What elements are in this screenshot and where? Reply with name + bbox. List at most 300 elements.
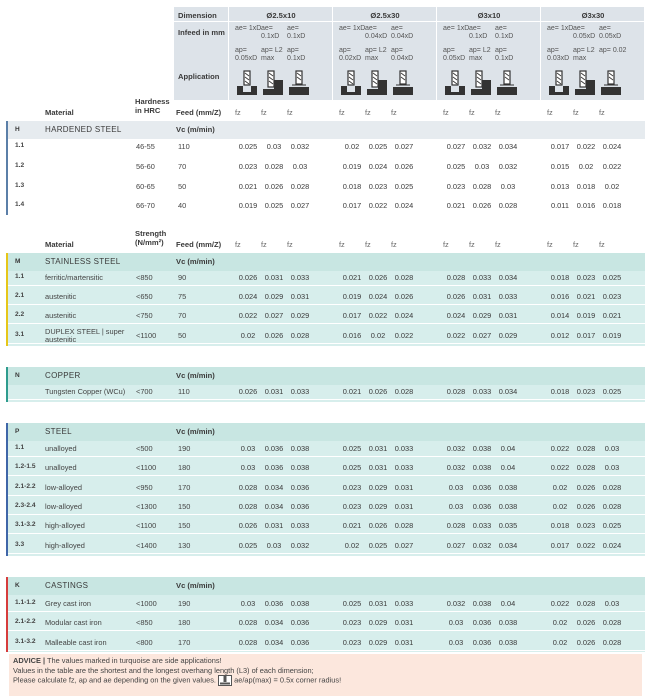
row-separator (8, 399, 645, 400)
fz-value: 0.022 (550, 463, 570, 472)
row-vc: 75 (178, 292, 187, 301)
infeed-ap-1: ap= L2 max (261, 47, 283, 63)
infeed-ap-10: ap= L2 max (573, 47, 595, 63)
infeed-ae-7: ae= 0.1xD (469, 25, 488, 41)
fz-value: 0.027 (264, 311, 284, 320)
fz-value: 0.024 (446, 311, 466, 320)
row-property: 60-65 (136, 182, 155, 191)
fz-label: fz (495, 240, 501, 249)
face-milling-icon (600, 70, 622, 98)
fz-value: 0.032 (446, 599, 466, 608)
fz-value: 0.025 (602, 273, 622, 282)
fz-value: 0.028 (446, 273, 466, 282)
row-separator (8, 323, 645, 324)
fz-value: 0.028 (394, 387, 414, 396)
advice-title: ADVICE | (13, 656, 46, 665)
fz-value: 0.023 (342, 502, 362, 511)
fz-value: 0.038 (472, 599, 492, 608)
row-property: <1100 (136, 521, 157, 530)
row-id: 3.3 (15, 541, 25, 548)
infeed-ae-10: ae= 0.05xD (573, 25, 596, 41)
row-separator (8, 285, 645, 286)
fz-value: 0.038 (472, 444, 492, 453)
fz-label: fz (365, 240, 371, 249)
fz-value: 0.028 (602, 638, 622, 647)
fz-value: 0.032 (472, 142, 492, 151)
fz-value: 0.022 (394, 331, 414, 340)
fz-value: 0.029 (368, 638, 388, 647)
fz-value: 0.036 (290, 638, 310, 647)
fz-value: 0.019 (342, 162, 362, 171)
slot-milling-icon (340, 70, 362, 98)
fz-value: 0.021 (342, 387, 362, 396)
fz-value: 0.026 (576, 502, 596, 511)
fz-value: 0.029 (368, 618, 388, 627)
fz-label: fz (573, 240, 579, 249)
row-material-name: unalloyed (45, 444, 77, 453)
fz-label: fz (287, 108, 293, 117)
fz-value: 0.026 (394, 292, 414, 301)
section-title: CASTINGS (45, 581, 89, 590)
fz-value: 0.036 (290, 483, 310, 492)
side-milling-icon (262, 70, 284, 98)
side-milling-icon (366, 70, 388, 98)
fz-value: 0.026 (576, 483, 596, 492)
fz-value: 0.034 (264, 638, 284, 647)
fz-value: 0.036 (264, 463, 284, 472)
row-id: 1.1 (15, 273, 25, 280)
fz-label: fz (443, 108, 449, 117)
fz-value: 0.023 (342, 483, 362, 492)
infeed-ae-11: ae= 0.05xD (599, 25, 622, 41)
infeed-ap-5: ap= 0.04xD (391, 47, 414, 63)
infeed-ae-0: ae= 1xD (235, 25, 262, 32)
fz-value: 0.029 (368, 502, 388, 511)
fz-value: 0.026 (368, 273, 388, 282)
material-label-1: Material (45, 108, 74, 117)
fz-value: 0.02 (552, 638, 568, 647)
fz-label: fz (469, 108, 475, 117)
infeed-ae-5: ae= 0.04xD (391, 25, 414, 41)
fz-value: 0.027 (394, 142, 414, 151)
fz-value: 0.024 (602, 541, 622, 550)
fz-value: 0.029 (498, 331, 518, 340)
side-milling-icon (470, 70, 492, 98)
fz-value: 0.034 (498, 273, 518, 282)
fz-label: fz (391, 240, 397, 249)
fz-value: 0.04 (500, 599, 516, 608)
infeed-ap-8: ap= 0.1xD (495, 47, 514, 63)
fz-value: 0.031 (264, 387, 284, 396)
dimension-1: Ø2.5x30 (370, 11, 400, 20)
fz-label: fz (235, 240, 241, 249)
fz-value: 0.026 (264, 331, 284, 340)
feed-label-1: Feed (mm/Z) (176, 108, 222, 117)
fz-value: 0.031 (394, 502, 414, 511)
fz-value: 0.023 (576, 387, 596, 396)
fz-value: 0.03 (474, 162, 490, 171)
row-vc: 50 (178, 331, 187, 340)
vc-label: Vc (m/min) (176, 427, 215, 436)
fz-value: 0.03 (266, 142, 282, 151)
fz-value: 0.014 (550, 311, 570, 320)
fz-value: 0.028 (290, 182, 310, 191)
row-vc: 90 (178, 273, 187, 282)
row-id: 1.4 (15, 201, 25, 208)
row-material-name: austenitic (45, 311, 77, 320)
fz-value: 0.033 (290, 273, 310, 282)
fz-value: 0.023 (602, 292, 622, 301)
application-label: Application (178, 72, 220, 81)
slot-milling-icon (236, 70, 258, 98)
fz-value: 0.026 (472, 201, 492, 210)
fz-value: 0.027 (472, 331, 492, 340)
fz-value: 0.025 (238, 142, 258, 151)
fz-value: 0.018 (550, 273, 570, 282)
fz-value: 0.033 (290, 521, 310, 530)
fz-value: 0.025 (342, 463, 362, 472)
fz-value: 0.021 (238, 182, 258, 191)
section-title: COPPER (45, 371, 81, 380)
fz-value: 0.02 (552, 483, 568, 492)
endmill-icon (218, 675, 232, 686)
fz-value: 0.018 (342, 182, 362, 191)
fz-label: fz (469, 240, 475, 249)
vc-label: Vc (m/min) (176, 371, 215, 380)
fz-value: 0.017 (576, 331, 596, 340)
row-material-name: Modular cast iron (45, 618, 102, 627)
fz-value: 0.028 (446, 387, 466, 396)
row-material-name: DUPLEX STEEL | super austenitic (45, 327, 125, 344)
row-separator (8, 304, 645, 305)
row-material-name: austenitic (45, 292, 77, 301)
fz-label: fz (339, 108, 345, 117)
vc-label: Vc (m/min) (176, 581, 215, 590)
fz-value: 0.028 (602, 618, 622, 627)
dimension-0: Ø2.5x10 (266, 11, 296, 20)
fz-value: 0.018 (550, 521, 570, 530)
dimension-label: Dimension (178, 11, 217, 20)
fz-label: fz (547, 108, 553, 117)
fz-value: 0.028 (238, 618, 258, 627)
fz-value: 0.03 (240, 463, 256, 472)
fz-value: 0.027 (446, 541, 466, 550)
fz-value: 0.025 (602, 387, 622, 396)
row-id: 1.1 (15, 142, 25, 149)
fz-value: 0.032 (290, 541, 310, 550)
fz-value: 0.022 (368, 311, 388, 320)
fz-value: 0.019 (576, 311, 596, 320)
fz-value: 0.038 (498, 502, 518, 511)
fz-value: 0.028 (238, 502, 258, 511)
fz-value: 0.026 (446, 292, 466, 301)
fz-value: 0.017 (550, 541, 570, 550)
row-separator (8, 174, 645, 175)
fz-value: 0.02 (344, 142, 360, 151)
row-id: 2.1-2.2 (15, 618, 36, 625)
section-title: HARDENED STEEL (45, 125, 122, 134)
fz-value: 0.029 (472, 311, 492, 320)
row-material-name: Malleable cast iron (45, 638, 107, 647)
fz-value: 0.026 (368, 387, 388, 396)
row-vc: 150 (178, 521, 191, 530)
fz-value: 0.031 (394, 638, 414, 647)
fz-value: 0.038 (498, 483, 518, 492)
fz-value: 0.033 (472, 521, 492, 530)
fz-value: 0.024 (368, 292, 388, 301)
fz-value: 0.018 (602, 201, 622, 210)
fz-value: 0.02 (578, 162, 594, 171)
section-header (8, 577, 645, 595)
face-milling-icon (288, 70, 310, 98)
fz-value: 0.026 (576, 618, 596, 627)
fz-label: fz (235, 108, 241, 117)
row-separator (8, 154, 645, 155)
feed-label-2: Feed (mm/Z) (176, 240, 222, 249)
fz-label: fz (443, 240, 449, 249)
infeed-ap-7: ap= L2 max (469, 47, 491, 63)
fz-value: 0.028 (238, 483, 258, 492)
fz-value: 0.034 (498, 387, 518, 396)
row-id: 2.2 (15, 311, 25, 318)
row-separator (8, 343, 645, 344)
fz-value: 0.036 (264, 599, 284, 608)
row-vc: 190 (178, 599, 191, 608)
fz-value: 0.018 (550, 387, 570, 396)
fz-value: 0.017 (342, 201, 362, 210)
fz-value: 0.03 (500, 182, 516, 191)
fz-value: 0.027 (290, 201, 310, 210)
dimension-3: Ø3x30 (581, 11, 605, 20)
fz-value: 0.029 (290, 311, 310, 320)
fz-value: 0.024 (368, 162, 388, 171)
fz-value: 0.017 (342, 311, 362, 320)
row-separator (8, 650, 645, 651)
fz-value: 0.02 (552, 618, 568, 627)
fz-value: 0.02 (240, 331, 256, 340)
row-separator (8, 533, 645, 534)
fz-value: 0.019 (238, 201, 258, 210)
advice-line-1: The values marked in turquoise are side applications! (46, 656, 222, 665)
fz-value: 0.025 (394, 182, 414, 191)
infeed-ae-3: ae= 1xD (339, 25, 366, 32)
fz-value: 0.035 (498, 521, 518, 530)
fz-value: 0.024 (238, 292, 258, 301)
vc-label: Vc (m/min) (176, 257, 215, 266)
fz-value: 0.016 (550, 292, 570, 301)
row-separator (8, 213, 645, 214)
fz-value: 0.027 (394, 541, 414, 550)
fz-value: 0.03 (448, 638, 464, 647)
fz-value: 0.026 (576, 638, 596, 647)
advice-line-3a: Please calculate fz, ap and ae depending on the given values. (13, 675, 216, 685)
fz-value: 0.03 (240, 599, 256, 608)
fz-value: 0.019 (342, 292, 362, 301)
advice-box (9, 654, 642, 696)
fz-value: 0.015 (550, 162, 570, 171)
row-property: <1000 (136, 599, 157, 608)
fz-value: 0.03 (604, 463, 620, 472)
fz-value: 0.027 (446, 142, 466, 151)
row-id: 2.1-2.2 (15, 483, 36, 490)
fz-value: 0.024 (602, 142, 622, 151)
fz-value: 0.023 (576, 521, 596, 530)
fz-value: 0.024 (394, 311, 414, 320)
fz-value: 0.036 (472, 638, 492, 647)
row-property: 46-55 (136, 142, 155, 151)
row-material-name: ferritic/martensitic (45, 273, 103, 282)
fz-value: 0.038 (472, 463, 492, 472)
fz-value: 0.028 (602, 502, 622, 511)
row-id: 3.1-3.2 (15, 638, 36, 645)
fz-value: 0.021 (602, 311, 622, 320)
fz-value: 0.023 (238, 162, 258, 171)
row-property: 66-70 (136, 201, 155, 210)
fz-value: 0.028 (576, 444, 596, 453)
row-material-name: high-alloyed (45, 521, 85, 530)
fz-value: 0.022 (602, 162, 622, 171)
face-milling-icon (496, 70, 518, 98)
row-id: 3.1 (15, 331, 25, 338)
row-property: <500 (136, 444, 153, 453)
fz-value: 0.036 (472, 483, 492, 492)
fz-value: 0.026 (238, 273, 258, 282)
fz-value: 0.031 (264, 521, 284, 530)
fz-value: 0.034 (264, 483, 284, 492)
section-title: STAINLESS STEEL (45, 257, 121, 266)
hardness-label: Hardness in HRC (135, 97, 170, 115)
fz-value: 0.04 (500, 444, 516, 453)
fz-value: 0.031 (394, 483, 414, 492)
fz-value: 0.016 (342, 331, 362, 340)
fz-value: 0.03 (448, 618, 464, 627)
fz-value: 0.031 (290, 292, 310, 301)
row-vc: 50 (178, 182, 187, 191)
fz-value: 0.033 (394, 463, 414, 472)
section-code: K (15, 582, 20, 589)
row-id: 1.3 (15, 182, 25, 189)
fz-label: fz (339, 240, 345, 249)
row-property: 56-60 (136, 162, 155, 171)
fz-value: 0.012 (550, 331, 570, 340)
fz-value: 0.038 (290, 599, 310, 608)
infeed-ae-2: ae= 0.1xD (287, 25, 306, 41)
fz-value: 0.026 (394, 162, 414, 171)
section-title: STEEL (45, 427, 72, 436)
fz-value: 0.025 (342, 599, 362, 608)
infeed-ae-4: ae= 0.04xD (365, 25, 388, 41)
fz-value: 0.029 (368, 483, 388, 492)
advice-line-3b: ae/ap(max) = 0.5x corner radius! (234, 675, 342, 685)
infeed-ap-9: ap= 0.03xD (547, 47, 570, 63)
fz-value: 0.036 (264, 444, 284, 453)
row-id: 2.1 (15, 292, 25, 299)
row-material-name: low-alloyed (45, 502, 82, 511)
fz-value: 0.033 (498, 292, 518, 301)
fz-value: 0.025 (238, 541, 258, 550)
infeed-ap-2: ap= 0.1xD (287, 47, 306, 63)
fz-value: 0.031 (498, 311, 518, 320)
fz-value: 0.036 (290, 618, 310, 627)
row-separator (8, 456, 645, 457)
infeed-ap-3: ap= 0.02xD (339, 47, 362, 63)
fz-value: 0.033 (472, 387, 492, 396)
fz-value: 0.038 (290, 444, 310, 453)
fz-value: 0.025 (602, 521, 622, 530)
section-header (8, 423, 645, 441)
fz-value: 0.025 (446, 162, 466, 171)
fz-label: fz (391, 108, 397, 117)
fz-value: 0.03 (604, 599, 620, 608)
fz-value: 0.032 (290, 142, 310, 151)
fz-value: 0.02 (552, 502, 568, 511)
row-separator (8, 194, 645, 195)
row-material-name: high-alloyed (45, 541, 85, 550)
fz-value: 0.017 (550, 142, 570, 151)
fz-value: 0.031 (368, 463, 388, 472)
fz-value: 0.028 (472, 182, 492, 191)
fz-value: 0.038 (290, 463, 310, 472)
row-vc: 70 (178, 311, 187, 320)
row-separator (8, 630, 645, 631)
fz-value: 0.021 (576, 292, 596, 301)
row-material-name: Tungsten Copper (WCu) (45, 387, 126, 396)
fz-value: 0.028 (394, 273, 414, 282)
infeed-label: Infeed in mm (178, 28, 225, 37)
fz-value: 0.022 (576, 142, 596, 151)
fz-value: 0.02 (370, 331, 386, 340)
fz-value: 0.023 (342, 638, 362, 647)
infeed-ap-11: ap= 0.02 (599, 47, 627, 54)
fz-value: 0.031 (264, 273, 284, 282)
infeed-ae-9: ae= 1xD (547, 25, 574, 32)
material-label-2: Material (45, 240, 74, 249)
fz-value: 0.036 (472, 618, 492, 627)
fz-value: 0.031 (394, 618, 414, 627)
fz-value: 0.023 (342, 618, 362, 627)
row-id: 1.1 (15, 444, 25, 451)
section-code: H (15, 126, 20, 133)
fz-value: 0.028 (576, 463, 596, 472)
fz-value: 0.032 (498, 162, 518, 171)
row-material-name: unalloyed (45, 463, 77, 472)
fz-value: 0.018 (576, 182, 596, 191)
fz-value: 0.034 (264, 618, 284, 627)
infeed-ap-6: ap= 0.05xD (443, 47, 466, 63)
section-code: M (15, 258, 21, 265)
fz-value: 0.025 (342, 444, 362, 453)
fz-value: 0.025 (264, 201, 284, 210)
row-vc: 190 (178, 444, 191, 453)
fz-value: 0.028 (238, 638, 258, 647)
fz-value: 0.028 (498, 201, 518, 210)
fz-value: 0.023 (576, 273, 596, 282)
fz-label: fz (599, 240, 605, 249)
fz-value: 0.013 (550, 182, 570, 191)
slot-milling-icon (444, 70, 466, 98)
fz-value: 0.03 (292, 162, 308, 171)
fz-value: 0.028 (576, 599, 596, 608)
fz-value: 0.02 (604, 182, 620, 191)
strength-label: Strength (N/mm²) (135, 229, 167, 247)
fz-value: 0.023 (368, 182, 388, 191)
fz-value: 0.03 (448, 502, 464, 511)
fz-value: 0.032 (446, 463, 466, 472)
fz-value: 0.028 (264, 162, 284, 171)
fz-label: fz (287, 240, 293, 249)
fz-value: 0.028 (446, 521, 466, 530)
fz-label: fz (547, 240, 553, 249)
